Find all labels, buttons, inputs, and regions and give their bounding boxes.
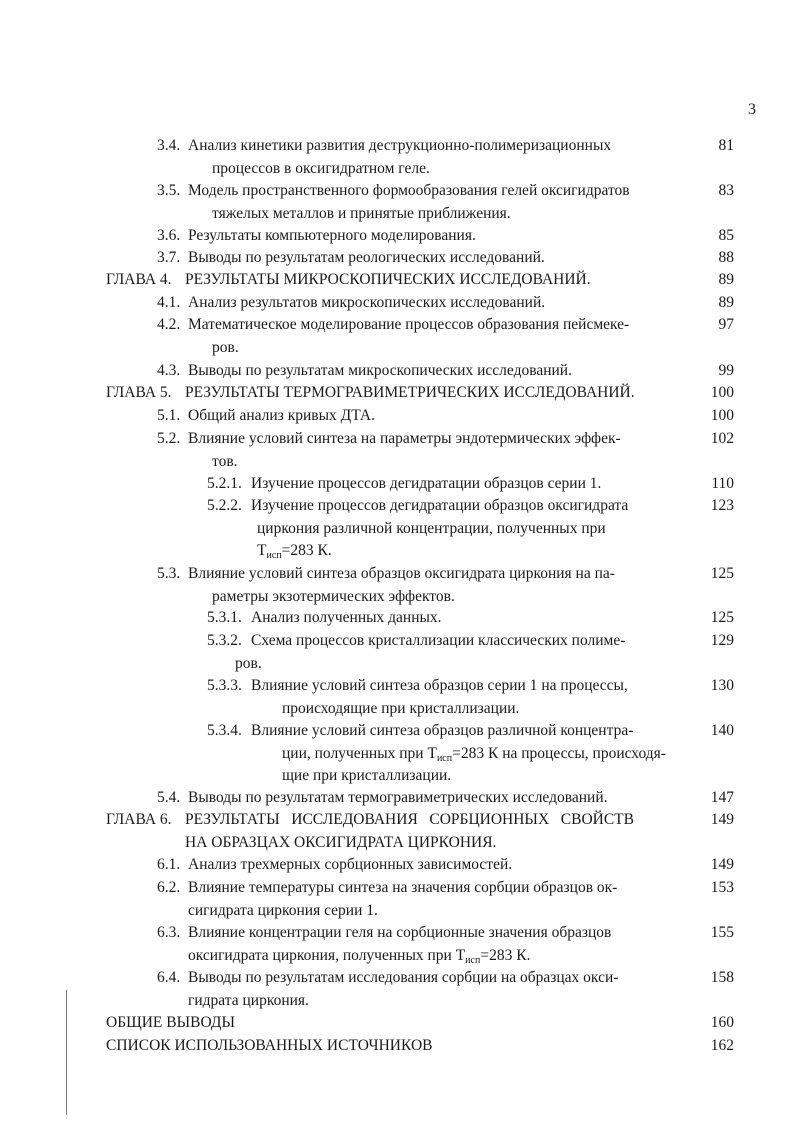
entry-number: 5.2.1. [207,475,242,492]
entry-title-cont: тов. [212,452,238,470]
entry-title-cont: оксигидрата циркония, полученных при [188,946,452,964]
page-number: 3 [748,101,756,118]
entry-page: 100 [710,407,734,424]
entry-title: Изучение процессов дегидратации образцов серии 1. [251,475,602,492]
entry-number: 5.4. [157,789,181,806]
entry-title-cont: ции, полученных при [282,744,424,762]
entry-page: 140 [710,722,734,739]
entry-title: Изучение процессов дегидратации образцов оксигидрата [251,497,629,514]
entry-title: Выводы по результатам исследования сорбции на образцах окси- [188,969,619,986]
entry-title: Влияние условий синтеза образцов различной концентра- [251,722,634,739]
entry-title-cont: ров. [212,338,239,356]
entry-page: 89 [718,294,734,311]
entry-title: Математическое моделирование процессов образования пейсмеке- [188,316,630,333]
entry-page: 89 [718,271,734,288]
entry-number: 5.3.3. [207,677,242,694]
section-title: СПИСОК ИСПОЛЬЗОВАННЫХ ИСТОЧНИКОВ [106,1037,433,1054]
entry-title: Анализ результатов микроскопических исследований. [188,294,546,311]
toc-entry [0,360,734,383]
toc-entry [0,225,734,248]
entry-page: 130 [710,677,734,694]
chapter-number: ГЛАВА 5. [106,384,172,401]
entry-page: 83 [718,182,734,199]
entry-page: 100 [710,384,734,401]
entry-title: Влияние температуры синтеза на значения сорбции образцов ок- [188,879,618,896]
entry-title: Выводы по результатам термогравиметрических исследований. [188,789,608,806]
entry-title-cont: происходящие при кристаллизации. [282,699,520,717]
entry-page: 102 [710,430,734,447]
entry-title-cont-formula [188,945,530,968]
entry-page: 147 [710,789,734,806]
toc-entry [0,495,734,563]
entry-title-cont: тяжелых металлов и принятые приближения. [212,204,511,222]
entry-title: Анализ кинетики развития деструкционно-полимеризационных [188,137,612,154]
entry-number: 4.1. [157,294,181,311]
entry-title: Результаты компьютерного моделирования. [188,227,476,244]
toc-entry [0,809,734,854]
entry-page: 85 [718,227,734,244]
toc-entry [0,382,734,405]
entry-title-cont: =283 К. [480,946,531,964]
entry-page: 149 [710,856,734,873]
temperature-formula [257,540,332,563]
entry-title: Выводы по результатам реологических исследований. [188,249,545,266]
entry-title: Анализ полученных данных. [251,609,442,626]
entry-number: 3.6. [157,227,181,244]
chapter-number: ГЛАВА 6. [106,811,172,828]
toc-entry [0,428,734,473]
toc-entry [0,967,734,1012]
entry-number: 3.7. [157,249,181,266]
entry-number: 6.1. [157,856,181,873]
entry-page: 81 [718,137,734,154]
entry-number: 5.1. [157,407,181,424]
entry-title: Анализ трехмерных сорбционных зависимостей. [188,856,513,873]
chapter-title: РЕЗУЛЬТАТЫ МИКРОСКОПИЧЕСКИХ ИССЛЕДОВАНИЙ. [185,271,591,288]
toc-entry [0,720,734,788]
entry-page: 110 [711,475,734,492]
toc-entry [0,247,734,270]
toc-entry [0,675,734,720]
entry-title-cont: =283 К на процессы, происходя- [452,744,666,762]
toc-entry [0,787,734,810]
entry-number: 3.4. [157,137,181,154]
symbol-t: Т [427,744,437,762]
entry-number: 3.5. [157,182,181,199]
toc-entry [0,1035,734,1058]
entry-title-cont: ров. [235,654,262,672]
entry-page: 149 [710,811,734,828]
entry-title: Влияние условий синтеза образцов серии 1 на процессы, [251,677,628,694]
toc-entry [0,922,734,967]
entry-title-cont: раметры экзотермических эффектов. [212,587,455,605]
entry-title-cont: щие при кристаллизации. [282,767,452,784]
entry-number: 4.2. [157,316,181,333]
entry-number: 4.3. [157,362,181,379]
chapter-title: РЕЗУЛЬТАТЫ ТЕРМОГРАВИМЕТРИЧЕСКИХ ИССЛЕДОВАНИЙ. [185,384,635,401]
toc-entry [0,180,734,225]
entry-page: 123 [710,497,734,514]
entry-number: 5.2. [157,430,181,447]
toc-entry [0,405,734,428]
toc-entry [0,314,734,359]
entry-title: Модель пространственного формообразования гелей оксигидратов [188,182,630,199]
entry-title: Влияние условий синтеза на параметры эндотермических эффек- [188,430,621,447]
toc-entry [0,292,734,315]
entry-title-cont-formula [282,743,666,766]
entry-number: 5.3.2. [207,632,242,649]
scan-margin-line [66,990,67,1115]
entry-title: Общий анализ кривых ДТА. [188,407,375,424]
entry-page: 155 [710,924,734,941]
toc-entry [0,135,734,180]
entry-number: 5.3.4. [207,722,242,739]
symbol-t: Т [257,542,267,559]
entry-title: Влияние концентрации геля на сорбционные значения образцов [188,924,612,941]
entry-page: 125 [710,609,734,626]
toc-entry [0,607,734,630]
toc-entry [0,563,734,608]
toc-entry [0,269,734,292]
entry-page: 125 [710,565,734,582]
toc-entry [0,854,734,877]
entry-title: Схема процессов кристаллизации классических полиме- [251,632,626,649]
toc-entry [0,630,734,675]
chapter-title-cont: НА ОБРАЗЦАХ ОКСИГИДРАТА ЦИРКОНИЯ. [185,833,497,851]
symbol-sub: исп [436,752,453,764]
symbol-t: Т [455,946,466,964]
chapter-title: РЕЗУЛЬТАТЫ ИССЛЕДОВАНИЯ СОРБЦИОННЫХ СВОЙСТВ [185,811,634,828]
toc-entry [0,473,734,496]
entry-page: 99 [718,362,734,379]
entry-title-cont: сигидрата циркония серии 1. [188,901,378,919]
entry-title-cont: циркония различной концентрации, полученных при [257,519,606,537]
entry-title: Влияние условий синтеза образцов оксигидрата циркония на па- [188,565,615,582]
entry-title-cont: =283 К. [281,542,332,559]
entry-page: 160 [710,1014,734,1031]
toc-entry [0,1012,734,1035]
entry-title-cont: процессов в оксигидратном геле. [212,159,430,177]
entry-title: Выводы по результатам микроскопических исследований. [188,362,572,379]
section-title: ОБЩИЕ ВЫВОДЫ [106,1014,235,1031]
entry-number: 6.3. [157,924,181,941]
symbol-sub: исп [266,550,282,561]
entry-page: 97 [718,316,734,333]
chapter-number: ГЛАВА 4. [106,271,172,288]
toc-entry [0,877,734,922]
entry-page: 153 [710,879,734,896]
entry-number: 6.4. [157,969,181,986]
entry-page: 88 [718,249,734,266]
entry-page: 162 [710,1037,734,1054]
entry-page: 129 [710,632,734,649]
entry-number: 6.2. [157,879,181,896]
entry-page: 158 [710,969,734,986]
entry-number: 5.2.2. [207,497,242,514]
entry-title-cont: гидрата циркония. [188,991,309,1009]
entry-number: 5.3. [157,565,181,582]
entry-number: 5.3.1. [207,609,242,626]
symbol-sub: исп [465,954,481,966]
